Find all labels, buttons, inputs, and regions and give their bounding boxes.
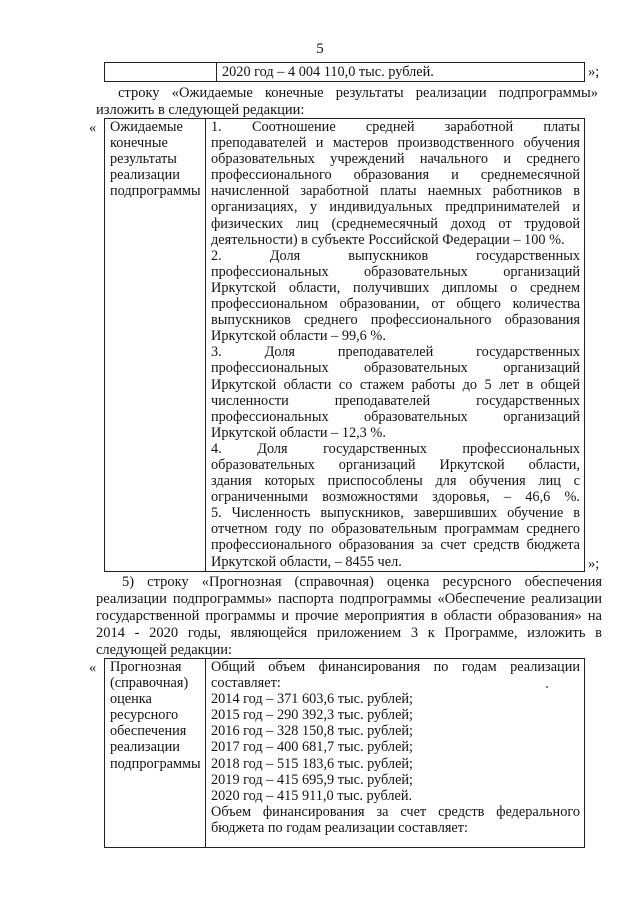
table-content-line: профессиональном образовании, от общего количества bbox=[211, 296, 580, 313]
table-content-line: Иркутской области со стажем работы до 5 лет в общей bbox=[211, 376, 580, 393]
table-content-line: отчетном году по образовательным программам среднего bbox=[211, 521, 580, 538]
resource-estimate-content-cell bbox=[206, 659, 585, 848]
paragraph-line: следующей редакции: bbox=[96, 642, 233, 658]
table-label-line: конечные bbox=[110, 135, 168, 152]
paragraph-line: реализации подпрограммы» паспорта подпрограммы «Обеспечение реализации bbox=[96, 591, 602, 607]
table-content-line: профессионального образования за счет средств бюджета bbox=[211, 537, 580, 554]
table-label-line: подпрограммы bbox=[110, 755, 201, 772]
paragraph-line: изложить в следующей редакции: bbox=[96, 102, 305, 118]
table-content-line: образовательных учреждений начального и среднего bbox=[211, 151, 580, 168]
table-content-line: 2014 год – 371 603,6 тыс. рублей; bbox=[211, 691, 414, 708]
table-content-line: 2. Доля выпускников государственных bbox=[211, 247, 580, 264]
top-row-value: 2020 год – 4 004 110,0 тыс. рублей. bbox=[222, 64, 434, 80]
paragraph-line: строку «Ожидаемые конечные результаты реализации подпрограммы» bbox=[118, 85, 598, 101]
table-content-line: бюджета по годам реализации составляет: bbox=[211, 819, 468, 836]
table-content-line: 2016 год – 328 150,8 тыс. рублей; bbox=[211, 723, 414, 740]
expected-results-table bbox=[104, 118, 585, 572]
table-label-line: оценка bbox=[110, 691, 152, 708]
table-content-line: 4. Доля государственных профессиональных bbox=[211, 440, 580, 457]
paragraph-resource-estimate bbox=[96, 574, 602, 659]
table-content-line: 2020 год – 415 911,0 тыс. рублей. bbox=[211, 787, 413, 804]
table-content-line: начисленной заработной платы наемных работников в bbox=[211, 183, 580, 200]
scan-speck bbox=[546, 686, 548, 688]
table-content-line: профессиональных образовательных организаций bbox=[211, 360, 580, 377]
table-content-line: Объем финансирования за счет средств федерального bbox=[211, 803, 580, 820]
table-content-line: организациях, у индивидуальных предпринимателей и bbox=[211, 199, 580, 216]
table-content-line: 3. Доля преподавателей государственных bbox=[211, 344, 580, 361]
resource-estimate-table bbox=[104, 658, 585, 848]
table-label-line: реализации bbox=[110, 739, 180, 756]
table-label-line: обеспечения bbox=[110, 723, 187, 740]
table-content-line: Общий объем финансирования по годам реализации bbox=[211, 659, 580, 675]
table-label-line: реализации bbox=[110, 167, 180, 184]
table-content-line: 2018 год – 515 183,6 тыс. рублей; bbox=[211, 755, 414, 772]
paragraph-line: 2014 - 2020 годы, являющейся приложением 3 к Программе, изложить в bbox=[96, 625, 602, 641]
table-content-line: деятельности) в субъекте Российской Федерации – 100 %. bbox=[211, 231, 565, 248]
paragraph-expected-results bbox=[96, 85, 598, 119]
table-label-line: ресурсного bbox=[110, 707, 179, 724]
table-content-line: 2015 год – 290 392,3 тыс. рублей; bbox=[211, 707, 414, 724]
table-content-line: численности преподавателей государственных bbox=[211, 392, 580, 409]
table-content-line: выпускников среднего профессионального образования bbox=[211, 312, 580, 329]
table-content-line: профессиональных образовательных организаций bbox=[211, 263, 580, 280]
top-value-cell bbox=[217, 63, 585, 82]
table-label-line: (справочная) bbox=[110, 675, 189, 692]
table-content-line: образовательных организаций Иркутской области, bbox=[211, 456, 580, 473]
table-content-line: профессионального образования и среднемесячной bbox=[211, 167, 580, 184]
table-content-line: 2019 год – 415 695,9 тыс. рублей; bbox=[211, 771, 414, 788]
table1-close-quote: »; bbox=[588, 556, 600, 572]
table-content-line: Иркутской области – 12,3 %. bbox=[211, 424, 386, 441]
page-number: 5 bbox=[316, 41, 324, 57]
resource-estimate-label-cell bbox=[105, 659, 206, 848]
expected-results-content-cell bbox=[206, 119, 585, 572]
table-content-line: 2017 год – 400 681,7 тыс. рублей; bbox=[211, 739, 414, 756]
paragraph-line: 5) строку «Прогнозная (справочная) оценка ресурсного обеспечения bbox=[122, 574, 602, 590]
table-content-line: здания которых приспособлены для обучения лиц с bbox=[211, 473, 580, 490]
table-content-line: составляет: bbox=[211, 675, 281, 692]
table-content-line: ограниченными возможностями здоровья, – 46,6 %. bbox=[211, 489, 580, 506]
table-content-line: профессиональных образовательных организаций bbox=[211, 408, 580, 425]
table-label-line: Ожидаемые bbox=[110, 119, 183, 135]
table-content-line: 1. Соотношение средней заработной платы bbox=[211, 119, 580, 135]
table1-open-quote: « bbox=[89, 120, 97, 136]
table-content-line: Иркутской области – 99,6 %. bbox=[211, 328, 386, 345]
top-empty-cell bbox=[105, 63, 217, 82]
table-content-line: Иркутской области, – 8455 чел. bbox=[211, 553, 402, 570]
paragraph-line: государственной программы и прочие мероприятия в области образования» на bbox=[96, 608, 602, 624]
table-content-line: Иркутской области, получивших дипломы о среднем bbox=[211, 279, 580, 296]
table-label-line: подпрограммы bbox=[110, 183, 201, 200]
top-continuation-table bbox=[104, 62, 585, 82]
table-content-line: преподавателей и мастеров производственного обучения bbox=[211, 135, 580, 152]
table-label-line: Прогнозная bbox=[110, 659, 182, 675]
table2-open-quote: « bbox=[89, 660, 97, 676]
table-content-line: 5. Численность выпускников, завершивших обучение в bbox=[211, 505, 580, 522]
table-content-line: физических лиц (среднемесячный доход от трудовой bbox=[211, 215, 580, 232]
top-row-close-quote: »; bbox=[588, 64, 600, 80]
table-label-line: результаты bbox=[110, 151, 177, 168]
expected-results-label-cell bbox=[105, 119, 206, 572]
